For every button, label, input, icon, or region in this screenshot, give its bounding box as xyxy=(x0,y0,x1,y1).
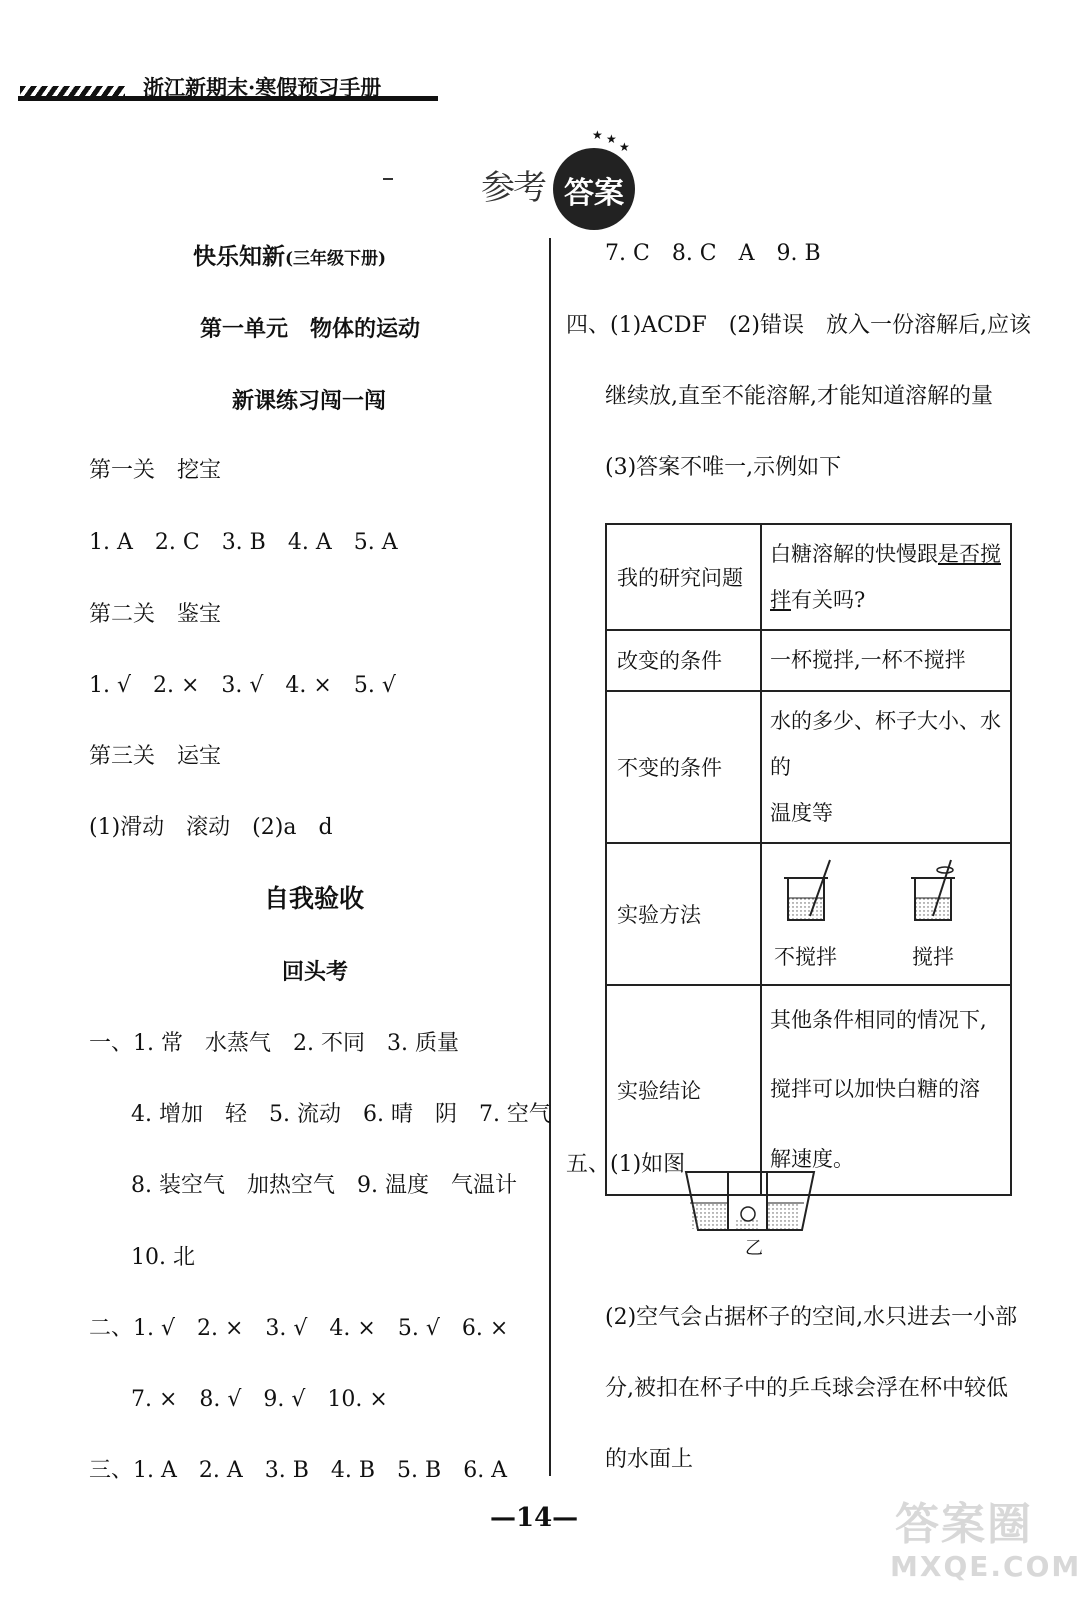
answer-line: 分,被扣在杯子中的乒乓球会浮在杯中较低 xyxy=(605,1376,1008,1401)
beaker-label-stirred: 搅拌 xyxy=(912,945,954,970)
figure-label: 乙 xyxy=(745,1238,763,1259)
answer-badge-text: 答案 xyxy=(564,176,624,211)
table-row xyxy=(606,843,1011,985)
answer-line: 7. × 8. √ 9. √ 10. × xyxy=(131,1387,388,1412)
answer-line: 三、1. A 2. A 3. B 4. B 5. B 6. A xyxy=(89,1458,508,1483)
table-key: 实验结论 xyxy=(606,985,761,1195)
title-dash xyxy=(383,178,393,180)
answer-line: 二、1. √ 2. × 3. √ 4. × 5. √ 6. × xyxy=(89,1316,509,1341)
watermark-logo: 答案圈 xyxy=(895,1499,1033,1550)
answer-line: 4. 增加 轻 5. 流动 6. 晴 阴 7. 空气 xyxy=(131,1102,551,1127)
section-heading-self-check: 自我验收 xyxy=(264,884,365,913)
table-row xyxy=(606,524,1011,630)
beaker-unstirred-icon xyxy=(780,858,840,930)
answer-line: 10. 北 xyxy=(131,1245,195,1270)
answer-line: 第二关 鉴宝 xyxy=(89,602,222,627)
answer-line: 7. C 8. C A 9. B xyxy=(605,241,821,266)
star-icon: ★ xyxy=(619,140,630,154)
header-title: 浙江新期末·寒假预习手册 xyxy=(143,75,382,100)
answer-line: (2)空气会占据杯子的空间,水只进去一小部 xyxy=(605,1305,1018,1330)
table-key: 我的研究问题 xyxy=(606,524,761,630)
answer-line: 四、(1)ACDF (2)错误 放入一份溶解后,应该 xyxy=(566,313,1031,338)
beaker-stirred-icon xyxy=(907,858,967,930)
table-key: 不变的条件 xyxy=(606,691,761,844)
table-value: 一杯搅拌,一杯不搅拌 xyxy=(761,630,1011,690)
table-key: 改变的条件 xyxy=(606,630,761,690)
table-value: 其他条件相同的情况下, 搅拌可以加快白糖的溶 解速度。 xyxy=(761,985,1011,1195)
cup-diagram xyxy=(684,1168,816,1236)
section-heading-practice: 新课练习闯一闯 xyxy=(232,388,387,414)
answer-line: 的水面上 xyxy=(605,1447,694,1472)
beaker-label-unstirred: 不搅拌 xyxy=(774,945,837,970)
answer-title-char-2: 考 xyxy=(513,168,551,208)
answer-line: 1. √ 2. × 3. √ 4. × 5. √ xyxy=(89,673,396,698)
answer-line: 1. A 2. C 3. B 4. A 5. A xyxy=(89,530,398,555)
answer-line: 一、1. 常 水蒸气 2. 不同 3. 质量 xyxy=(89,1031,459,1056)
answer-line: 第一关 挖宝 xyxy=(89,458,222,483)
unit-heading: 第一单元 物体的运动 xyxy=(200,316,421,342)
star-icon: ★ xyxy=(606,132,617,146)
answer-line: 8. 装空气 加热空气 9. 温度 气温计 xyxy=(131,1173,517,1198)
answer-line: 五、(1)如图 xyxy=(566,1152,686,1177)
answer-title-char-1: 参 xyxy=(481,168,519,208)
answer-line: 继续放,直至不能溶解,才能知道溶解的量 xyxy=(605,384,993,409)
table-value: 白糖溶解的快慢跟是否搅 拌有关吗? xyxy=(761,524,1011,630)
column-divider xyxy=(549,238,551,1476)
star-icon: ★ xyxy=(592,128,603,142)
page-number: —14— xyxy=(490,1503,579,1533)
answer-line: 第三关 运宝 xyxy=(89,744,222,769)
experiment-table xyxy=(605,523,1012,1196)
experiment-method-figure xyxy=(761,843,1011,985)
table-key: 实验方法 xyxy=(606,843,761,985)
watermark-url: MXQE.COM xyxy=(890,1550,1082,1583)
section-heading-review: 回头考 xyxy=(282,959,349,985)
table-value: 水的多少、杯子大小、水的 温度等 xyxy=(761,691,1011,844)
table-row xyxy=(606,630,1011,690)
answer-line: (3)答案不唯一,示例如下 xyxy=(605,455,842,480)
book-title: 快乐知新(三年级下册) xyxy=(193,243,387,270)
table-row xyxy=(606,691,1011,844)
answer-line: (1)滑动 滚动 (2)a d xyxy=(89,815,333,840)
